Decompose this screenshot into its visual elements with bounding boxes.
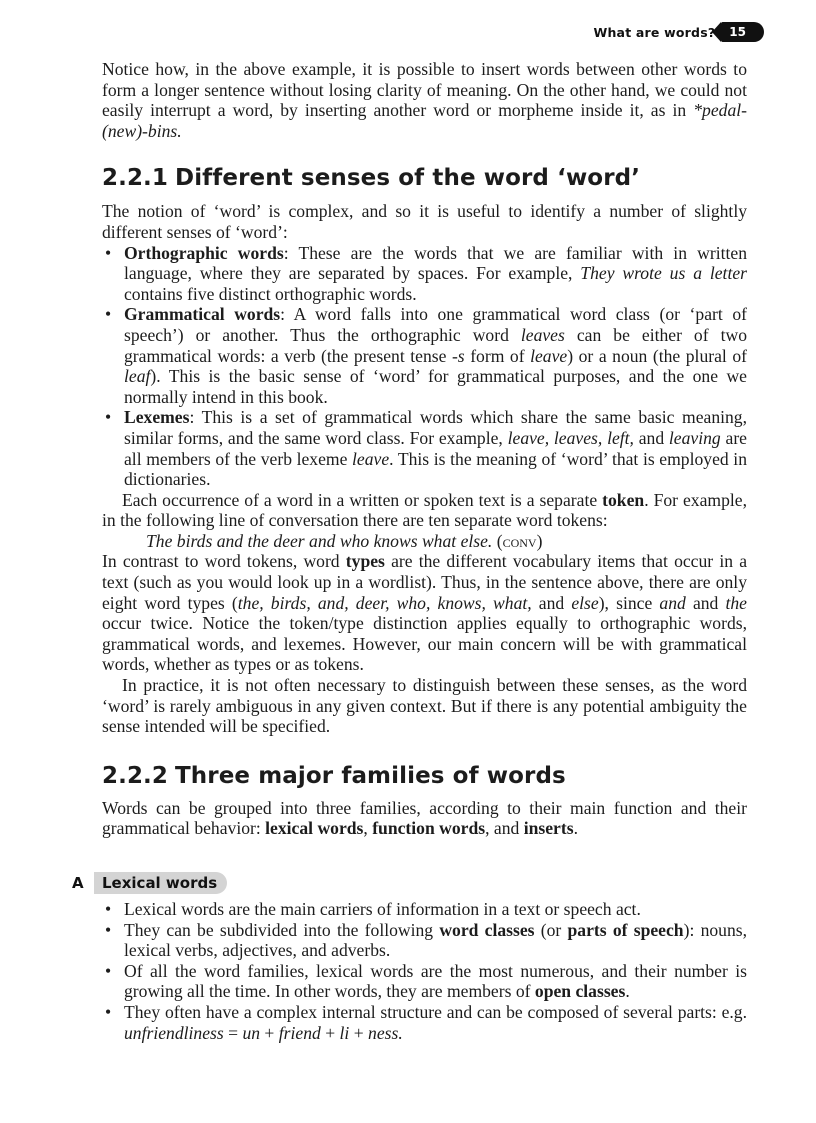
example-text: The birds and the deer and who knows what else.	[146, 530, 493, 551]
term-lexical-words: lexical words	[265, 818, 364, 839]
bullet-text: are all members of the verb lexeme	[124, 427, 747, 469]
page-number: 15	[721, 22, 764, 42]
bullet-glyph: •	[105, 242, 112, 263]
senses-intro: The notion of ‘word’ is complex, and so it is useful to identify a number of slightly different senses of ‘word’:	[102, 201, 747, 242]
list-item	[102, 407, 747, 489]
bullet-text: form of	[464, 345, 531, 366]
running-head-title: What are words?	[593, 24, 716, 40]
families-intro	[102, 798, 747, 839]
bullet-text: (or	[534, 919, 568, 940]
practice-paragraph: In practice, it is not often necessary to distinguish between these senses, as the word ‘word’ is rarely ambiguous in any given context. But if there is any potential ambiguity the sense intended will be specified.	[102, 675, 747, 737]
section-number: 2.2.2	[102, 762, 168, 789]
bullet-glyph: •	[105, 899, 112, 919]
intro-text: Notice how, in the above example, it is possible to insert words between other words to form a longer sentence without losing clarity of meaning. On the other hand, we could not easily interrupt a word, by inserting another word or morpheme inside it, as in	[102, 59, 747, 121]
intro-paragraph	[102, 59, 747, 141]
bullet-glyph: •	[105, 304, 112, 325]
term-types: types	[345, 551, 385, 572]
lexical-words-list	[102, 899, 747, 1043]
term-inserts: inserts	[523, 818, 574, 839]
bullet-text: ): nouns, lexical verbs, adjectives, and adverbs.	[124, 919, 748, 961]
bullet-italic: li	[339, 1022, 350, 1043]
paragraph-italic: the	[725, 592, 747, 613]
bullet-text: Of all the word families, lexical words are the most numerous, and their number is growing all the time. In other words, they are members of	[124, 960, 747, 1002]
subsection-heading-a	[72, 871, 272, 895]
bullet-text: =	[223, 1022, 243, 1043]
term-word-classes: word classes	[439, 919, 535, 940]
bullet-italic: friend	[278, 1022, 321, 1043]
term-token: token	[602, 489, 645, 510]
bullet-text: They can be subdivided into the following	[124, 919, 440, 940]
paragraph-text: ,	[363, 818, 373, 839]
bullet-italic: -s	[451, 345, 465, 366]
bullet-glyph: •	[105, 919, 112, 940]
bullet-text: . This is the meaning of ‘word’ that is employed in dictionaries.	[124, 448, 747, 490]
paragraph-text: , and	[485, 818, 524, 839]
bullet-italic: They wrote us a letter	[580, 263, 747, 284]
bullet-text: can be either of two grammatical words: a verb (the present tense	[124, 324, 747, 366]
bullet-italic: un	[242, 1022, 261, 1043]
paragraph-text: occur twice. Notice the token/type distinction applies equally to orthographic words, grammatical words, and lexemes. However, our main concern will be with grammatical words, whether as types or as tokens.	[102, 613, 747, 675]
paragraph-italic: and	[659, 592, 686, 613]
section-title: Different senses of the word ‘word’	[175, 165, 641, 192]
list-item	[102, 961, 747, 1002]
list-item	[102, 1002, 747, 1043]
bullet-italic: ness.	[368, 1022, 403, 1043]
section-title: Three major families of words	[175, 762, 566, 789]
section-heading-2-2-1	[102, 165, 747, 191]
paragraph-text: Words can be grouped into three families, according to their main function and their grammatical behavior:	[102, 797, 747, 839]
paragraph-text: .	[573, 818, 578, 839]
paragraph-text: Each occurrence of a word in a written or spoken text is a separate	[122, 489, 603, 510]
subsection-letter: A	[72, 874, 84, 892]
bullet-text: +	[349, 1022, 369, 1043]
paragraph-text: are the different vocabulary items that occur in a text (such as you would look up in a wordlist). Thus, in the sentence above, there are only eight word types (	[102, 551, 747, 613]
bullet-text: They often have a complex internal structure and can be composed of several parts: e.g.	[124, 1001, 747, 1022]
page-body	[102, 56, 747, 1043]
bullet-text: contains five distinct orthographic words.	[124, 283, 417, 304]
senses-list	[102, 243, 747, 490]
term-open-classes: open classes	[534, 981, 626, 1002]
bullet-italic: unfriendliness	[124, 1022, 224, 1043]
paragraph-italic: the, birds, and, deer, who, knows, what,	[237, 592, 532, 613]
list-item	[102, 899, 747, 920]
bullet-text: : These are the words that we are familiar with in written language, where they are separated by spaces. For example,	[124, 242, 747, 284]
term-function-words: function words	[372, 818, 486, 839]
bullet-text: ) or a noun (the plural of	[567, 345, 747, 366]
bullet-term: Orthographic words	[124, 242, 284, 263]
bullet-term: Lexemes	[124, 407, 190, 428]
bullet-text: : This is a set of grammatical words which share the same basic meaning, similar forms, and the same word class. For example,	[124, 407, 747, 448]
paragraph-text: and	[531, 592, 572, 613]
bullet-text: +	[320, 1022, 340, 1043]
paragraph-text: In contrast to word tokens, word	[102, 551, 346, 572]
running-head	[593, 22, 764, 42]
bullet-text: : A word falls into one grammatical word class (or ‘part of speech’) or another. Thus the orthographic word	[124, 304, 747, 345]
intro-example: *pedal-(new)-bins.	[102, 100, 747, 141]
list-item	[102, 304, 747, 407]
paragraph-text: . For example, in the following line of conversation there are ten separate word tokens:	[102, 489, 747, 531]
list-item	[102, 920, 747, 961]
bullet-italic: leaf	[124, 366, 151, 387]
paragraph-text: ), since	[598, 592, 660, 613]
bullet-glyph: •	[105, 960, 112, 981]
bullet-text: .	[625, 981, 630, 1002]
bullet-text: +	[260, 1022, 279, 1043]
token-paragraph	[102, 490, 747, 531]
paragraph-text: and	[685, 592, 726, 613]
bullet-glyph: •	[105, 1001, 112, 1022]
list-item	[102, 243, 747, 305]
bullet-glyph: •	[105, 407, 112, 428]
types-paragraph	[102, 551, 747, 675]
example-sentence	[102, 531, 747, 552]
bullet-italic: leave, leaves, left,	[507, 427, 634, 448]
paragraph-italic: else	[571, 592, 599, 613]
section-heading-2-2-2	[102, 763, 747, 789]
example-register-tag: (conv)	[496, 530, 543, 551]
bullet-term: Grammatical words	[124, 304, 281, 325]
term-parts-of-speech: parts of speech	[567, 919, 684, 940]
subsection-label: Lexical words	[94, 872, 227, 894]
bullet-text: and	[633, 427, 669, 448]
section-number: 2.2.1	[102, 165, 168, 192]
bullet-italic: leaves	[520, 324, 565, 345]
bullet-italic: leaving	[668, 427, 721, 448]
bullet-text: ). This is the basic sense of ‘word’ for grammatical purposes, and the one we normally intend in this book.	[124, 366, 747, 407]
bullet-text: Lexical words are the main carriers of information in a text or speech act.	[124, 899, 641, 919]
bullet-italic: leave	[530, 345, 568, 366]
bullet-italic: leave	[352, 448, 390, 469]
